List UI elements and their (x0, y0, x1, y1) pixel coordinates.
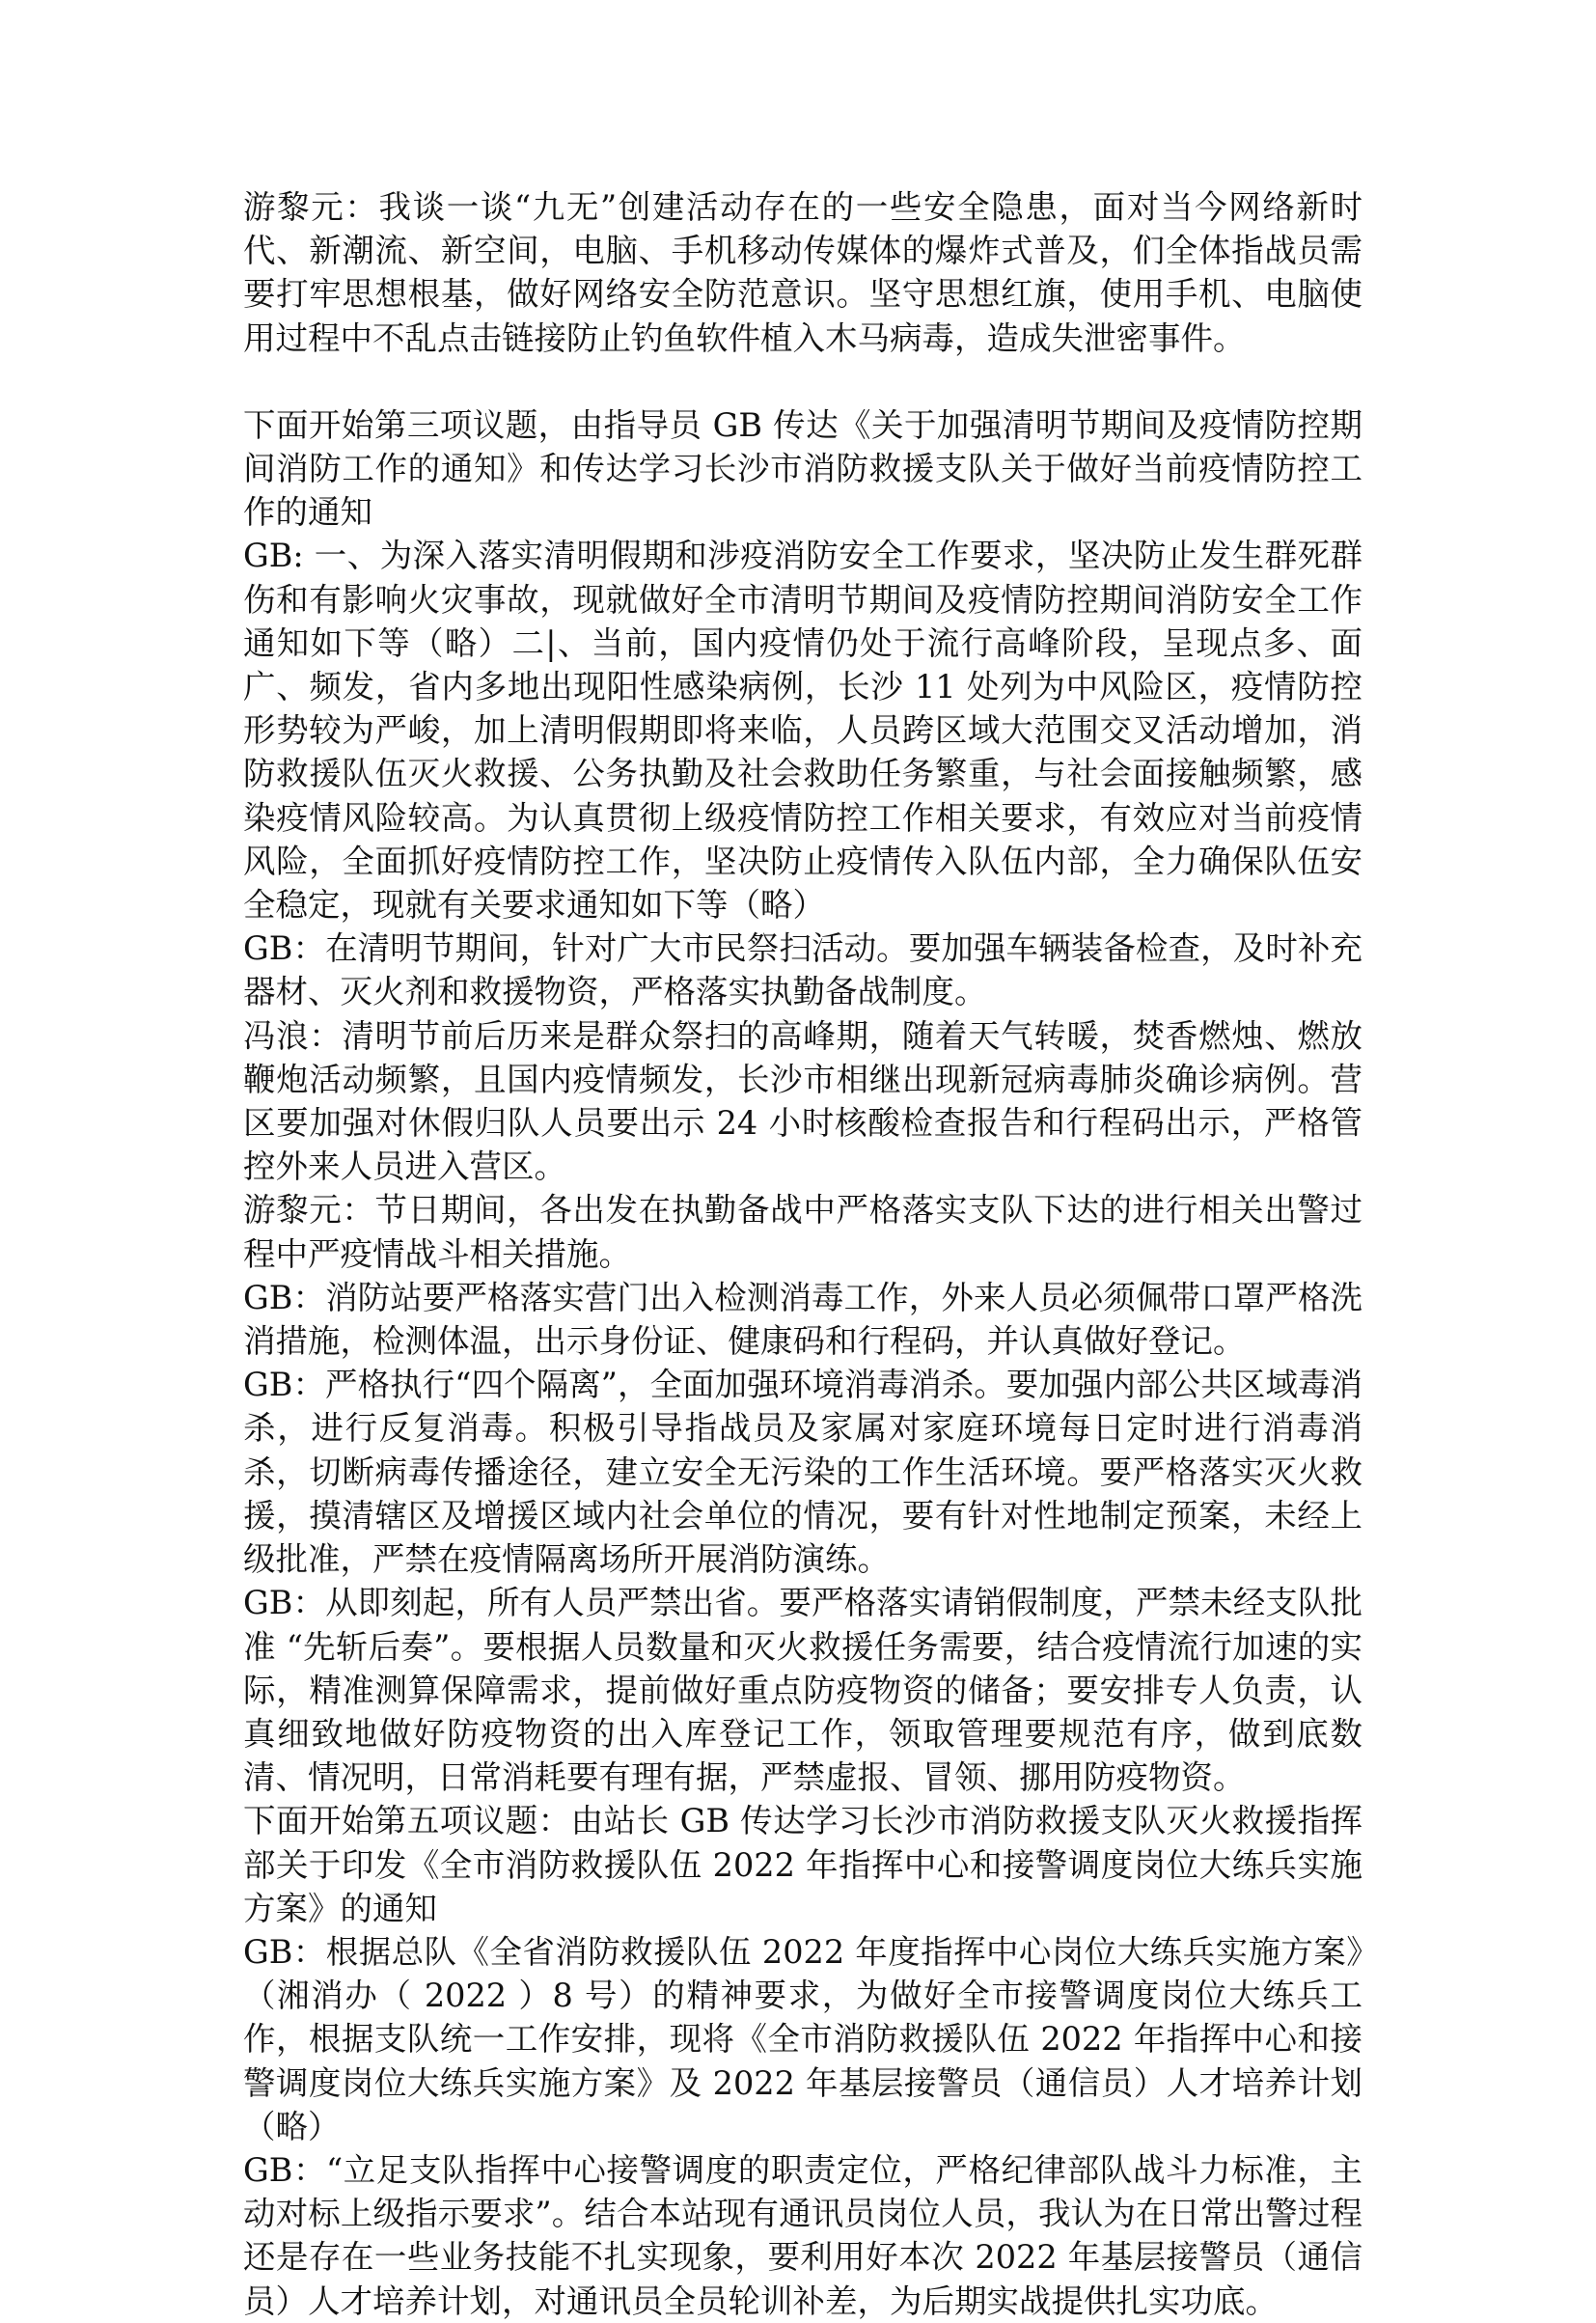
paragraph-gb-no-leaving-province: GB：从即刻起，所有人员严禁出省。要严格落实请销假制度，严禁未经支队批准 “先斩后奏”。要根据人员数量和灭火救援任务需要，结合疫情流行加速的实际，精准测算保障需求，提前做好重点防疫物资的储备；要安排专人负责，认真细致地做好防疫物资的出入库登记工作，领取管理要规范有序，做到底数清、情况明，日常消耗要有理有据，严禁虚报、冒领、挪用防疫物资。 (243, 1584, 1362, 1797)
paragraph-you-liyuan-holiday: 游黎元：节日期间，各出发在执勤备战中严格落实支队下达的进行相关出警过程中严疫情战斗相关措施。 (243, 1191, 1362, 1273)
paragraph-gb-four-isolations: GB：严格执行“四个隔离”，全面加强环境消毒消杀。要加强内部公共区域毒消杀，进行反复消毒。积极引导指战员及家属对家庭环境每日定时进行消毒消杀，切断病毒传播途径，建立安全无污染的工作生活环境。要严格落实灭火救援，摸清辖区及增援区域内社会单位的情况，要有针对性地制定预案，未经上级批准，严禁在疫情隔离场所开展消防演练。 (243, 1366, 1362, 1579)
paragraph-you-liyuan-security: 游黎元：我谈一谈“九无”创建活动存在的一些安全隐患，面对当今网络新时代、新潮流、新空间，电脑、手机移动传媒体的爆炸式普及，们全体指战员需要打牢思想根基，做好网络安全防范意识。坚守思想红旗，使用手机、电脑使用过程中不乱点击链接防止钓鱼软件植入木马病毒，造成失泄密事件。 (243, 188, 1362, 357)
blank-line (243, 360, 1362, 403)
document-body (243, 185, 1362, 2323)
paragraph-gb-command-center: GB：“立足支队指挥中心接警调度的职责定位，严格纪律部队战斗力标准，主动对标上级指示要求”。结合本站现有通讯员岗位人员，我认为在日常出警过程还是存在一些业务技能不扎实现象，要利用好本次 2022 年基层接警员（通信员）人才培养计划，对通讯员全员轮训补差，为后期实战提供扎实功底。 (243, 2150, 1362, 2320)
paragraph-gb-gate-disinfection: GB：消防站要严格落实营门出入检测消毒工作，外来人员必须佩带口罩严格洗消措施，检测体温，出示身份证、健康码和行程码，并认真做好登记。 (243, 1278, 1362, 1361)
paragraph-gb-qingming: GB：在清明节期间，针对广大市民祭扫活动。要加强车辆装备检查，及时补充器材、灭火剂和救援物资，严格落实执勤备战制度。 (243, 929, 1362, 1011)
paragraph-feng-lang: 冯浪：清明节前后历来是群众祭扫的高峰期，随着天气转暖，焚香燃烛、燃放鞭炮活动频繁，且国内疫情频发，长沙市相继出现新冠病毒肺炎确诊病例。营区要加强对休假归队人员要出示 24 小时核酸检查报告和行程码出示，严格管控外来人员进入营区。 (243, 1016, 1362, 1186)
paragraph-agenda-item-five: 下面开始第五项议题：由站长 GB 传达学习长沙市消防救援支队灭火救援指挥部关于印发《全市消防救援队伍 2022 年指挥中心和接警调度岗位大练兵实施方案》的通知 (243, 1802, 1362, 1927)
paragraph-gb-notice: GB: 一、为深入落实清明假期和涉疫消防安全工作要求，坚决防止发生群死群伤和有影响火灾事故，现就做好全市清明节期间及疫情防控期间消防安全工作通知如下等（略）二|、当前，国内疫情仍处于流行高峰阶段，呈现点多、面广、频发，省内多地出现阳性感染病例，长沙 11 处列为中风险区，疫情防控形势较为严峻，加上清明假期即将来临，人员跨区域大范围交叉活动增加，消防救援队伍灭火救援、公务执勤及社会救助任务繁重，与社会面接触频繁，感染疫情风险较高。为认真贯彻上级疫情防控工作相关要求，有效应对当前疫情风险，全面抓好疫情防控工作，坚决防止疫情传入队伍内部，全力确保队伍安全稳定，现就有关要求通知如下等（略） (243, 537, 1362, 925)
paragraph-gb-training-plan: GB：根据总队《全省消防救援队伍 2022 年度指挥中心岗位大练兵实施方案》（湘消办（ 2022 ）8 号）的精神要求，为做好全市接警调度岗位大练兵工作，根据支队统一工作安排，现将《全市消防救援队伍 2022 年指挥中心和接警调度岗位大练兵实施方案》及 2022 年基层接警员（通信员）人才培养计划（略） (243, 1932, 1362, 2145)
paragraph-agenda-item-three: 下面开始第三项议题，由指导员 GB 传达《关于加强清明节期间及疫情防控期间消防工作的通知》和传达学习长沙市消防救援支队关于做好当前疫情防控工作的通知 (243, 405, 1362, 532)
